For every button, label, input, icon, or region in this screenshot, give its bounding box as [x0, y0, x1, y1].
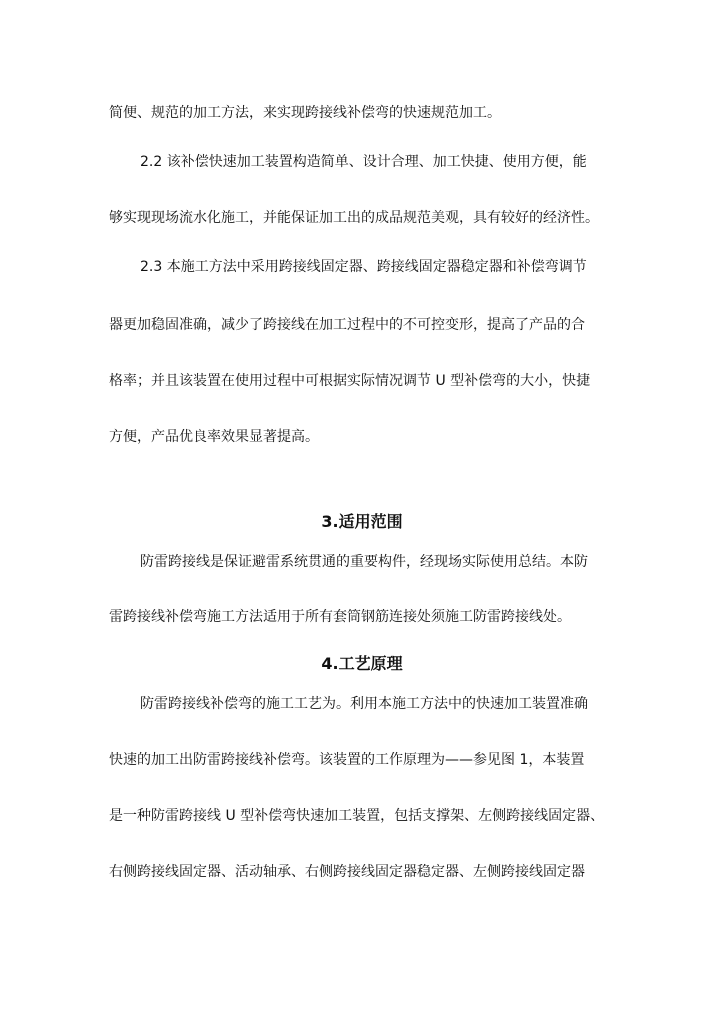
paragraph-2-2-line-1: 2.2 该补偿快速加工装置构造简单、设计合理、加工快捷、使用方便，能: [140, 154, 587, 170]
paragraph-2-3-line-1: 2.3 本施工方法中采用跨接线固定器、跨接线固定器稳定器和补偿弯调节: [140, 259, 587, 275]
section-4-line-1: 防雷跨接线补偿弯的施工工艺为。利用本施工方法中的快速加工装置准确: [140, 696, 588, 712]
paragraph-1-line-1: 简便、规范的加工方法，来实现跨接线补偿弯的快速规范加工。: [109, 105, 501, 121]
section-4-line-2: 快速的加工出防雷跨接线补偿弯。该装置的工作原理为——参见图 1，本装置: [109, 752, 585, 768]
paragraph-2-3-line-4: 方便，产品优良率效果显著提高。: [109, 429, 319, 445]
section-4-heading: 4.工艺原理: [321, 654, 403, 673]
section-3-line-2: 雷跨接线补偿弯施工方法适用于所有套筒钢筋连接处须施工防雷跨接线处。: [109, 609, 571, 625]
paragraph-2-3-line-2: 器更加稳固准确，减少了跨接线在加工过程中的不可控变形，提高了产品的合: [109, 317, 585, 333]
section-3-line-1: 防雷跨接线是保证避雷系统贯通的重要构件，经现场实际使用总结。本防: [140, 554, 588, 570]
section-3-heading: 3.适用范围: [321, 512, 403, 531]
section-4-line-3: 是一种防雷跨接线 U 型补偿弯快速加工装置，包括支撑架、左侧跨接线固定器、: [109, 808, 605, 824]
paragraph-2-2-line-2: 够实现现场流水化施工，并能保证加工出的成品规范美观，具有较好的经济性。: [109, 210, 599, 226]
paragraph-2-3-line-3: 格率；并且该装置在使用过程中可根据实际情况调节 U 型补偿弯的大小，快捷: [109, 373, 591, 389]
section-4-line-4: 右侧跨接线固定器、活动轴承、右侧跨接线固定器稳定器、左侧跨接线固定器: [109, 864, 585, 880]
